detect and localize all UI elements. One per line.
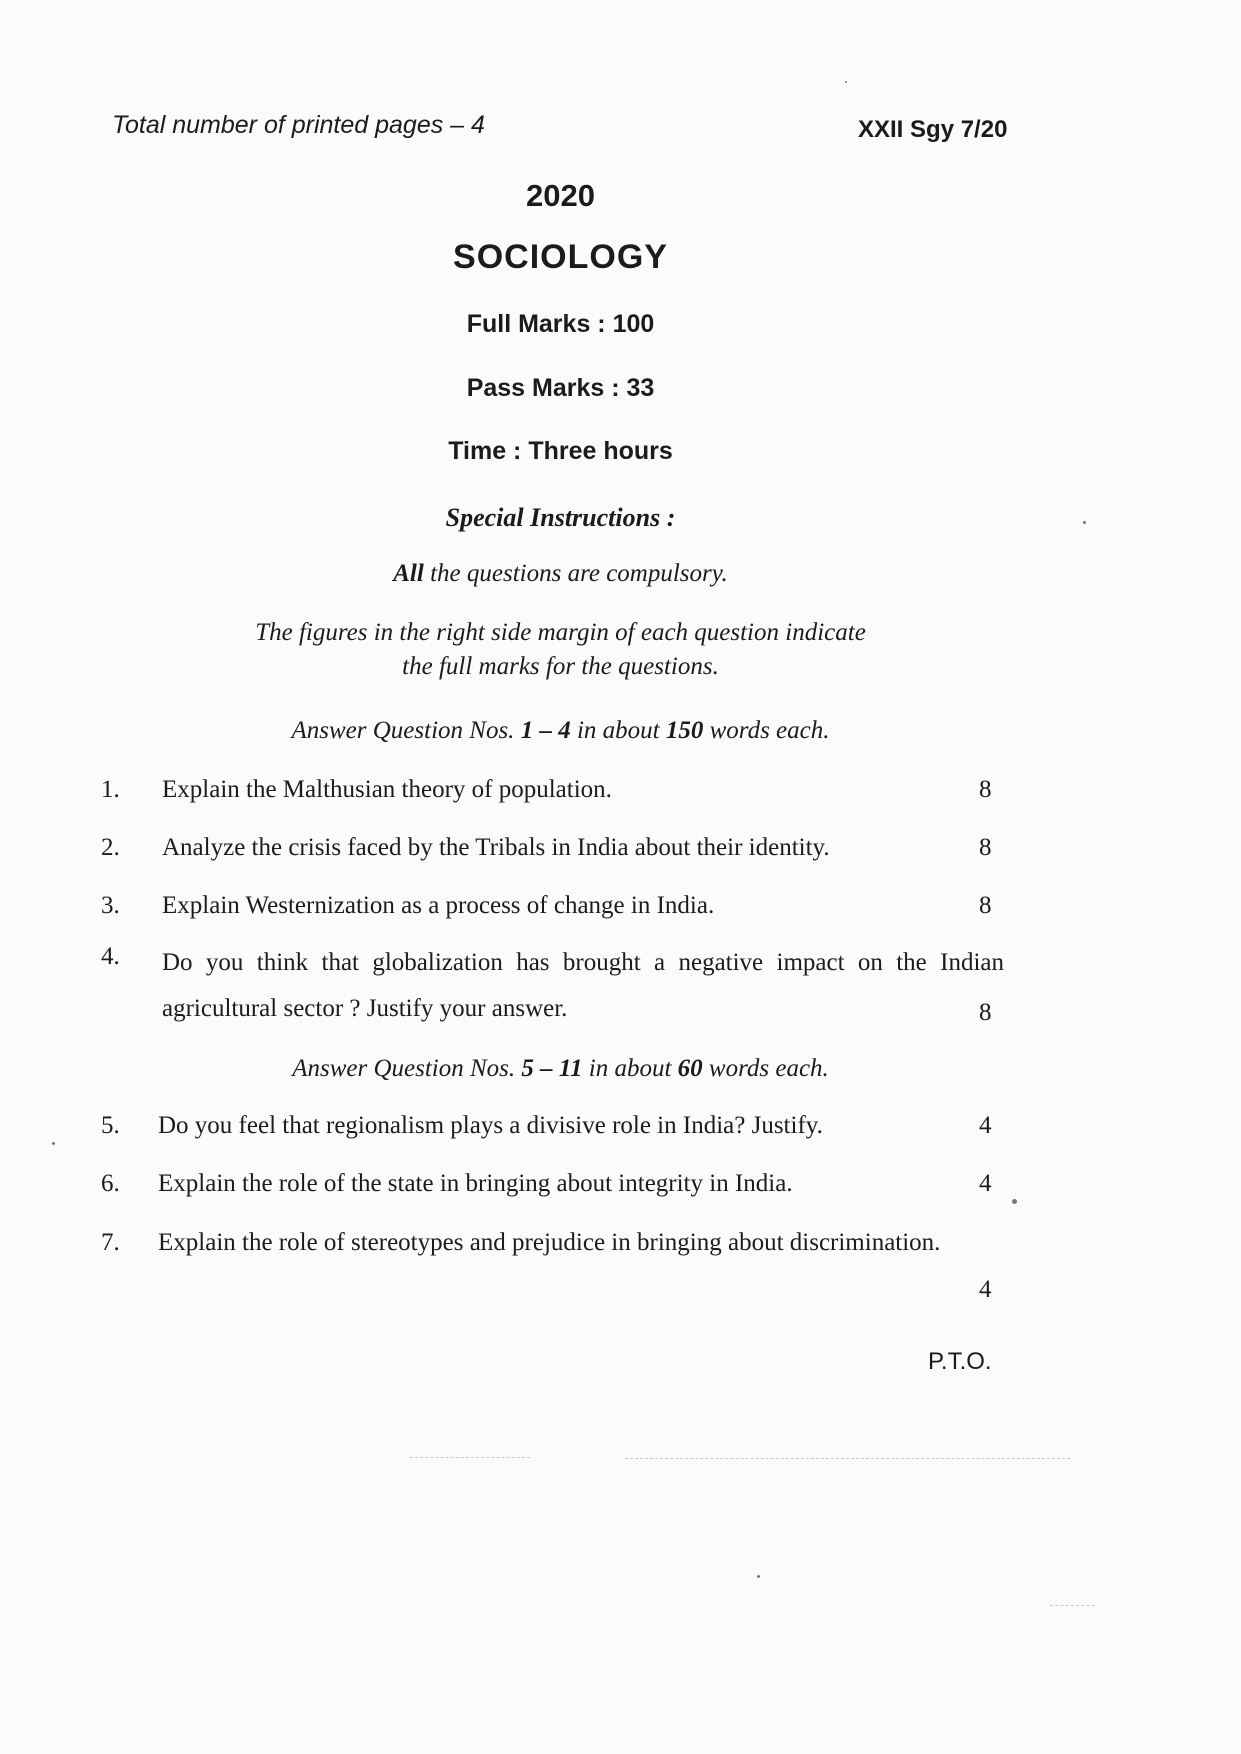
instruction-marks-line-1: The figures in the right side margin of each question indicate: [255, 619, 866, 646]
question-text: Analyze the crisis faced by the Tribals in India about their identity.: [162, 834, 830, 861]
section-1-note: [0, 717, 1121, 745]
section-1-note-mid: in about: [570, 717, 666, 744]
scan-dash-line: [410, 1457, 530, 1458]
question-number: 3.: [101, 892, 120, 919]
instruction-compulsory-rest: the questions are compulsory.: [423, 560, 728, 587]
question-marks: 4: [979, 1112, 992, 1139]
scan-speck: [845, 81, 847, 83]
question-number: 1.: [101, 776, 120, 803]
scan-speck: [1012, 1199, 1017, 1204]
scan-speck: [52, 1142, 55, 1145]
section-2-range: 5 – 11: [521, 1055, 583, 1082]
question-number: 5.: [101, 1112, 120, 1139]
section-2-note: [0, 1055, 1121, 1083]
question-marks: 8: [979, 892, 992, 919]
question-marks: 8: [979, 999, 992, 1026]
exam-duration: Time : Three hours: [448, 437, 673, 465]
exam-year: 2020: [526, 178, 595, 213]
please-turn-over: P.T.O.: [928, 1348, 992, 1375]
instruction-marks-line-2: the full marks for the questions.: [402, 653, 719, 680]
section-2-note-post: words each.: [702, 1055, 829, 1082]
question-number: 4.: [101, 943, 120, 970]
subject-title: SOCIOLOGY: [453, 238, 668, 276]
section-1-note-pre: Answer Question Nos.: [291, 717, 521, 744]
question-number: 7.: [101, 1229, 120, 1256]
section-2-note-pre: Answer Question Nos.: [292, 1055, 522, 1082]
question-text: Do you feel that regionalism plays a divisive role in India? Justify.: [158, 1112, 823, 1139]
scan-dash-line: [625, 1458, 1070, 1459]
question-marks: 8: [979, 834, 992, 861]
question-text: Explain the role of stereotypes and prejudice in bringing about discrimination.: [158, 1229, 941, 1256]
scan-speck: [757, 1575, 760, 1578]
question-number: 6.: [101, 1170, 120, 1197]
question-text: Explain Westernization as a process of change in India.: [162, 892, 715, 919]
paper-code: XXII Sgy 7/20: [858, 116, 1008, 143]
question-number: 2.: [101, 834, 120, 861]
full-marks: Full Marks : 100: [466, 310, 655, 338]
section-1-range: 1 – 4: [520, 717, 571, 744]
scan-speck: [1083, 521, 1086, 524]
question-marks: 4: [979, 1276, 992, 1303]
scan-dash-line: [1050, 1605, 1095, 1606]
printed-pages-note: Total number of printed pages – 4: [112, 111, 485, 139]
instruction-marks-margin: [0, 616, 1121, 684]
section-1-word-count: 150: [665, 717, 704, 744]
section-1-note-post: words each.: [703, 717, 830, 744]
section-2-word-count: 60: [677, 1055, 703, 1082]
instruction-compulsory: [0, 560, 1121, 588]
question-text: Explain the role of the state in bringing about integrity in India.: [158, 1170, 793, 1197]
section-2-note-mid: in about: [582, 1055, 678, 1082]
question-marks: 8: [979, 776, 992, 803]
pass-marks: Pass Marks : 33: [466, 374, 655, 402]
special-instructions-heading: Special Instructions :: [445, 503, 676, 532]
question-text: Do you think that globalization has brought a negative impact on the Indian agricultural sector ? Justify your answer.: [162, 949, 1004, 1022]
question-marks: 4: [979, 1170, 992, 1197]
instruction-all-word: All: [393, 560, 424, 587]
question-text: Explain the Malthusian theory of population.: [162, 776, 612, 803]
